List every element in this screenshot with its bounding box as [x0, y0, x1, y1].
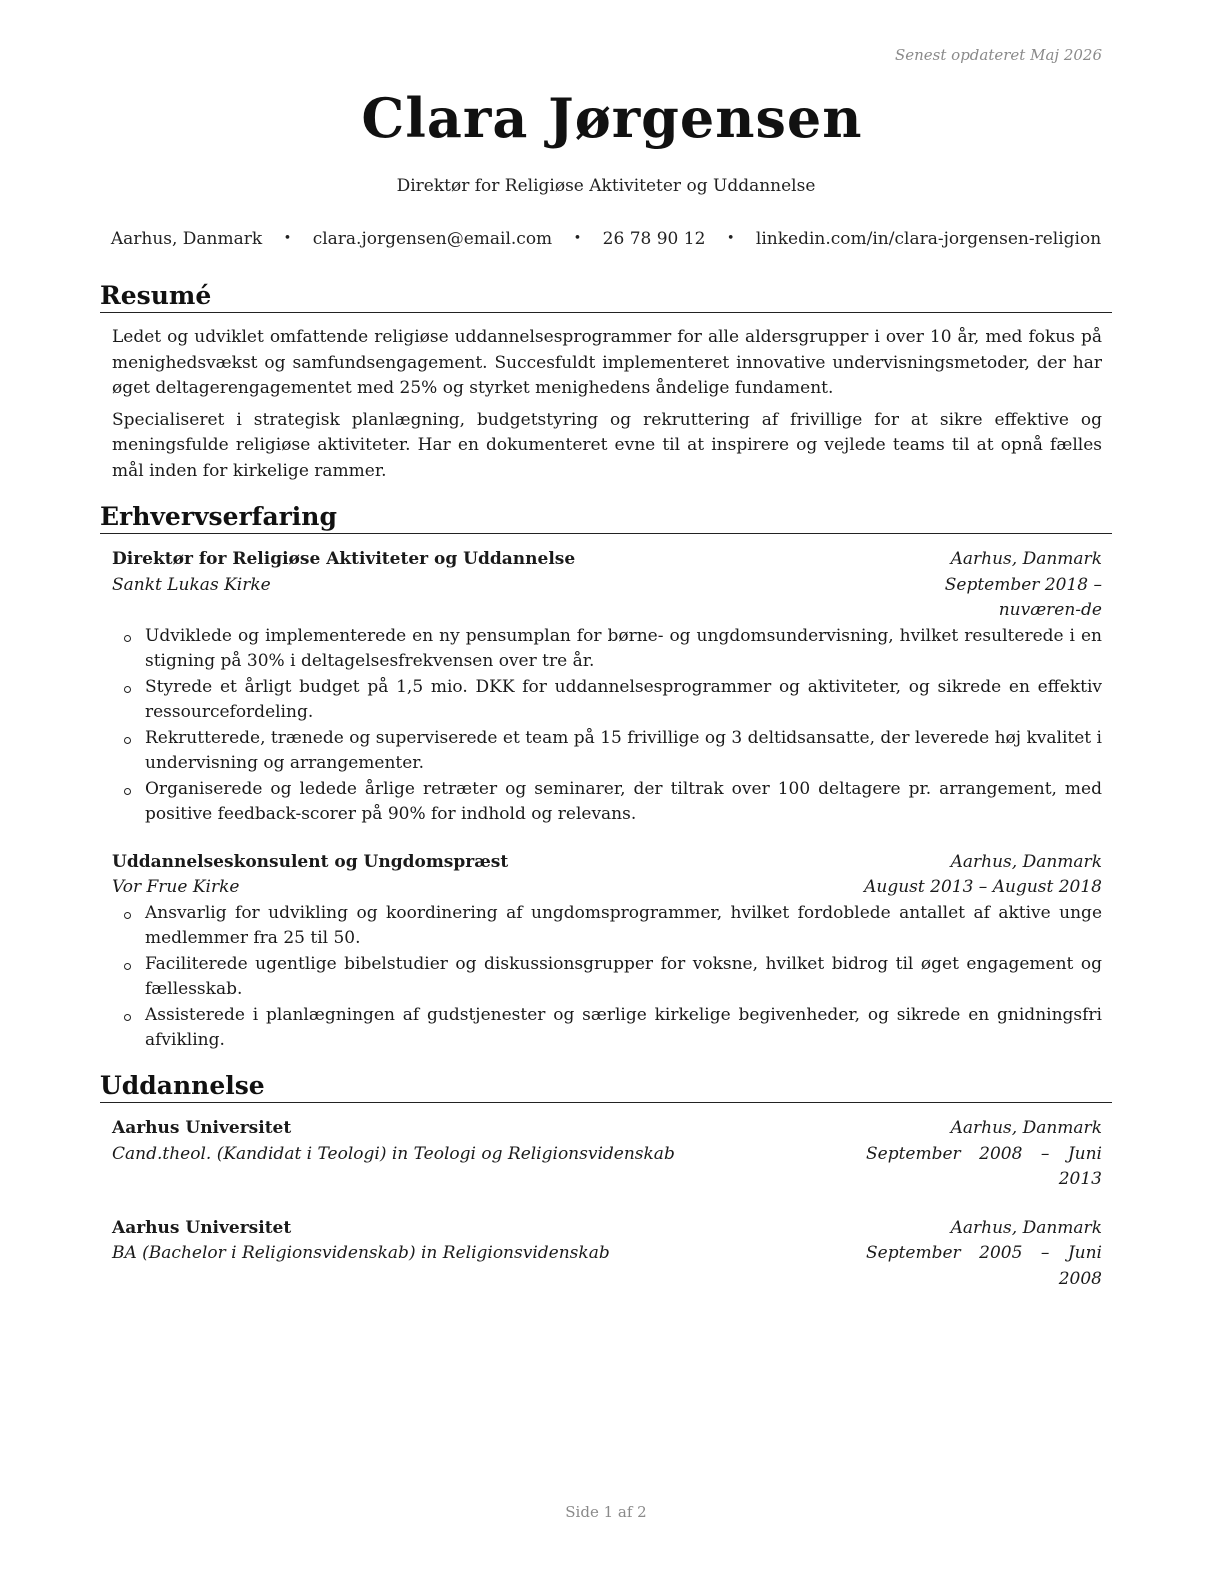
job-entry — [112, 850, 1102, 1054]
education-dates: September 2005 – Juni 2008 — [866, 1243, 1102, 1289]
contact-linkedin[interactable]: linkedin.com/in/clara-jorgensen-religion — [755, 229, 1102, 249]
section-heading: Erhvervserfaring — [100, 502, 1112, 534]
job-organization: Vor Frue Kirke — [112, 877, 240, 897]
contact-line — [0, 229, 1212, 249]
education-school: Aarhus Universitet — [112, 1118, 292, 1138]
candidate-title: Direktør for Religiøse Aktiviteter og Uddannelse — [396, 176, 816, 196]
bullet-separator: • — [573, 231, 582, 246]
job-organization: Sankt Lukas Kirke — [112, 574, 271, 595]
job-bullet: Udviklede og implementerede en ny pensumplan for børne- og ungdomsundervisning, hvilket resulterede i en stigning på 30% i deltagelsesfrekvensen over tre år. — [112, 624, 1102, 675]
job-bullet: Rekrutterede, trænede og superviserede et team på 15 frivillige og 3 deltidsansatte, der leverede høj kvalitet i undervisning og arrangementer. — [112, 726, 1102, 777]
bullet-separator: • — [283, 231, 292, 246]
education-dates: September 2008 – Juni 2013 — [866, 1143, 1102, 1189]
page-number: Side 1 af 2 — [565, 1503, 647, 1521]
candidate-name: Clara Jørgensen — [361, 86, 863, 150]
job-bullet: Styrede et årligt budget på 1,5 mio. DKK for uddannelsesprogrammer og aktiviteter, og sikrede en effektiv ressourcefordeling. — [112, 675, 1102, 726]
education-section — [100, 1071, 1112, 1292]
education-entry — [112, 1216, 1102, 1293]
job-dates: August 2013 – August 2018 — [864, 877, 1102, 897]
contact-location: Aarhus, Danmark — [110, 229, 263, 249]
section-heading: Uddannelse — [100, 1071, 1112, 1103]
education-entry — [112, 1116, 1102, 1193]
job-entry — [112, 547, 1102, 828]
education-degree: Cand.theol. (Kandidat i Teologi) in Teologi og Religionsvidenskab — [112, 1143, 675, 1164]
job-dates: September 2018 – nuværen-de — [944, 574, 1102, 620]
job-title: Direktør for Religiøse Aktiviteter og Uddannelse — [112, 549, 576, 569]
job-bullet: Assisterede i planlægningen af gudstjenester og særlige kirkelige begivenheder, og sikrede en gnidningsfri afvikling. — [112, 1003, 1102, 1054]
experience-section — [100, 502, 1112, 1054]
education-location: Aarhus, Danmark — [950, 1118, 1102, 1138]
contact-phone: 26 78 90 12 — [602, 229, 706, 249]
education-school: Aarhus Universitet — [112, 1217, 292, 1238]
job-bullet: Ansvarlig for udvikling og koordinering af ungdomsprogrammer, hvilket fordoblede antallet af aktive unge medlemmer fra 25 til 50. — [112, 901, 1102, 952]
contact-email[interactable]: clara.jorgensen@email.com — [312, 229, 553, 249]
job-location: Aarhus, Danmark — [950, 851, 1102, 872]
last-updated: Senest opdateret Maj 2026 — [894, 46, 1102, 64]
job-location: Aarhus, Danmark — [950, 549, 1102, 569]
job-bullet: Organiserede og ledede årlige retræter og seminarer, der tiltrak over 100 deltagere pr. arrangement, med positive feedback-scorer på 90% for indhold og relevans. — [112, 777, 1102, 828]
job-title: Uddannelseskonsulent og Ungdomspræst — [112, 851, 509, 872]
summary-paragraph: Ledet og udviklet omfattende religiøse uddannelsesprogrammer for alle aldersgrupper i over 10 år, med fokus på menighedsvækst og samfundsengagement. Succesfuldt implementeret innovative undervisningsmetoder, der har øget deltagerengagementet med 25% og styrket menighedens åndelige fundament. — [112, 327, 1102, 398]
education-degree: BA (Bachelor i Religionsvidenskab) in Religionsvidenskab — [112, 1243, 610, 1263]
summary-section — [100, 281, 1112, 484]
education-location: Aarhus, Danmark — [950, 1217, 1102, 1238]
section-heading: Resumé — [100, 281, 1112, 313]
job-bullet: Faciliterede ugentlige bibelstudier og diskussionsgrupper for voksne, hvilket bidrog til øget engagement og fællesskab. — [112, 952, 1102, 1003]
bullet-separator: • — [726, 231, 735, 246]
summary-paragraph: Specialiseret i strategisk planlægning, budgetstyring og rekruttering af frivillige for at sikre effektive og meningsfulde religiøse aktiviteter. Har en dokumenteret evne til at inspirere og vejlede teams til at opnå fælles mål inden for kirkelige rammer. — [112, 409, 1102, 481]
